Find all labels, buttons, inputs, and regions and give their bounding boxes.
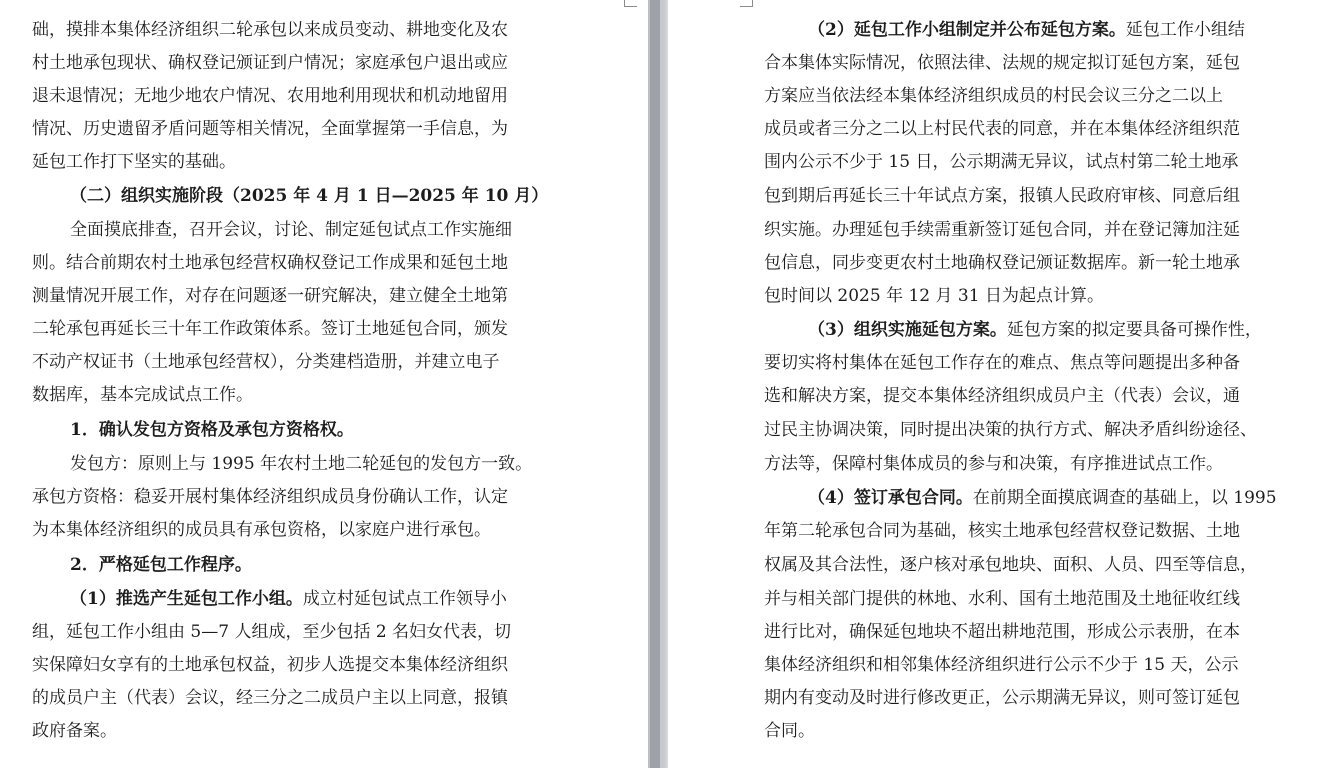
text-line: 进行比对，确保延包地块不超出耕地范围，形成公示表册，在本 [764,622,1240,642]
section-heading: （二）组织实施阶段（2025 年 4 月 1 日—2025 年 10 月） [70,186,549,206]
text-line: 二轮承包再延长三十年工作政策体系。签订土地延包合同，颁发 [32,319,508,339]
text-line: 组，延包工作小组由 5—7 人组成，至少包括 2 名妇女代表，切 [32,622,512,642]
item-lead: （3）组织实施延包方案。 [808,320,1007,340]
text-line: 包到期后再延长三十年试点方案，报镇人民政府审核、同意后组 [764,186,1240,206]
item-text: 在前期全面摸底调查的基础上，以 1995 [972,488,1277,508]
text-line: 过民主协调决策，同时提出决策的执行方式、解决矛盾纠纷途径、 [764,420,1257,440]
subsection-heading: 2．严格延包工作程序。 [70,555,252,575]
text-line [808,319,1262,341]
text-line: 方案应当依法经本集体经济组织成员的村民会议三分之二以上 [764,86,1223,106]
text-line: 情况、历史遗留矛盾问题等相关情况，全面掌握第一手信息，为 [32,119,508,139]
text-line: 全面摸底排查，召开会议，讨论、制定延包试点工作实施细 [70,220,512,240]
text-line: 合同。 [764,721,815,741]
text-line [70,588,507,610]
item-text: 延包方案的拟定要具备可操作性， [1006,320,1262,340]
text-line: 包信息，同步变更农村土地确权登记颁证数据库。新一轮土地承 [764,253,1240,273]
text-line: 年第二轮承包合同为基础，核实土地承包经营权登记数据、土地 [764,521,1240,541]
text-line: 权属及其合法性，逐户核对承包地块、面积、人员、四至等信息， [764,555,1257,575]
subsection-heading: 1．确认发包方资格及承包方资格权。 [70,420,354,440]
item-lead: （2）延包工作小组制定并公布延包方案。 [808,20,1126,40]
text-line: 合本集体实际情况，依照法律、法规的规定拟订延包方案，延包 [764,53,1240,73]
text-line: 选和解决方案，提交本集体经济组织成员户主（代表）会议，通 [764,386,1240,406]
text-line: 实保障妇女享有的土地承包权益，初步人选提交本集体经济组织 [32,655,508,675]
text-line: 延包工作打下坚实的基础。 [32,152,236,172]
item-lead: （1）推选产生延包工作小组。 [70,589,303,609]
page-corner-marker [624,0,637,7]
text-line: 的成员户主（代表）会议，经三分之二成员户主以上同意，报镇 [32,688,508,708]
text-line: 为本集体经济组织的成员具有承包资格，以家庭户进行承包。 [32,520,491,540]
text-line [808,487,1277,509]
text-line: 围内公示不少于 15 日，公示期满无异议，试点村第二轮土地承 [764,152,1239,172]
text-line: 则。结合前期农村土地承包经营权确权登记工作成果和延包土地 [32,253,508,273]
text-line: 方法等，保障村集体成员的参与和决策，有序推进试点工作。 [764,454,1223,474]
text-line [808,19,1245,41]
text-line: 政府备案。 [32,721,117,741]
text-line: 测量情况开展工作，对存在问题逐一研究解决，建立健全土地第 [32,286,508,306]
page-gap [648,0,668,768]
page-corner-marker [740,0,753,7]
text-line: 础，摸排本集体经济组织二轮承包以来成员变动、耕地变化及农 [32,20,508,40]
document-page-left [0,0,648,768]
item-lead: （4）签订承包合同。 [808,488,973,508]
item-text: 延包工作小组结 [1125,20,1245,40]
text-line: 集体经济组织和相邻集体经济组织进行公示不少于 15 天，公示 [764,655,1239,675]
text-line: 村土地承包现状、确权登记颁证到户情况；家庭承包户退出或应 [32,53,508,73]
text-line: 期内有变动及时进行修改更正，公示期满无异议，则可签订延包 [764,688,1240,708]
text-line: 包时间以 2025 年 12 月 31 日为起点计算。 [764,286,1104,306]
text-line: 不动产权证书（土地承包经营权），分类建档造册，并建立电子 [32,352,500,372]
text-line: 要切实将村集体在延包工作存在的难点、焦点等问题提出多种备 [764,353,1240,373]
item-text: 成立村延包试点工作领导小 [302,589,507,609]
text-line: 并与相关部门提供的林地、水利、国有土地范围及土地征收红线 [764,589,1240,609]
document-page-right [668,0,1332,768]
text-line: 数据库，基本完成试点工作。 [32,385,253,405]
text-line: 成员或者三分之二以上村民代表的同意，并在本集体经济组织范 [764,119,1240,139]
text-line: 承包方资格：稳妥开展村集体经济组织成员身份确认工作，认定 [32,487,508,507]
text-line: 退未退情况；无地少地农户情况、农用地利用现状和机动地留用 [32,86,508,106]
text-line: 织实施。办理延包手续需重新签订延包合同，并在登记簿加注延 [764,220,1240,240]
text-line: 发包方：原则上与 1995 年农村土地二轮延包的发包方一致。 [70,454,533,474]
